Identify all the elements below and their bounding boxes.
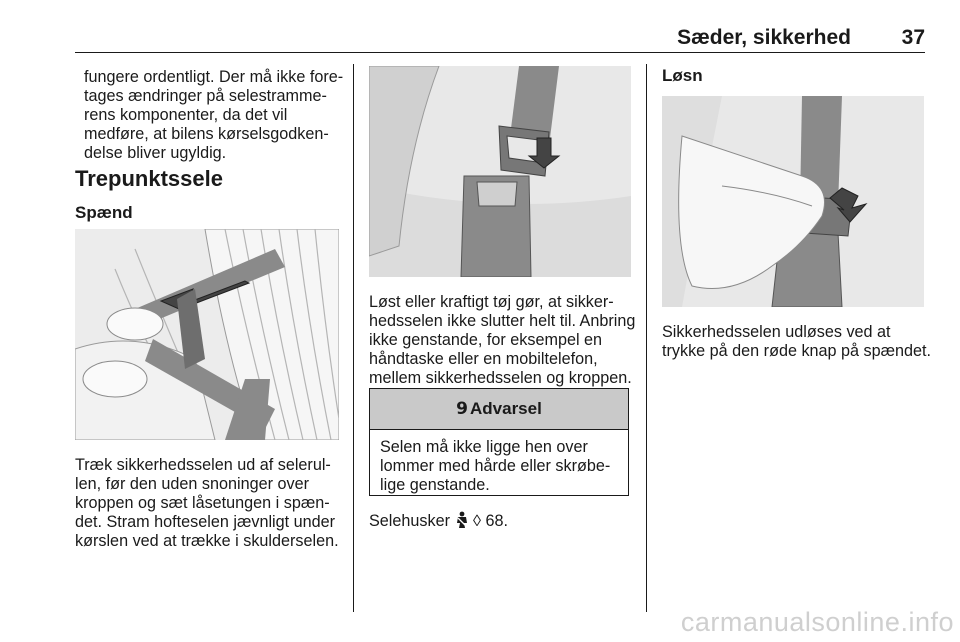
subheading-release: Løsn xyxy=(662,66,703,85)
reminder-label: Selehusker xyxy=(369,512,450,530)
warning-box xyxy=(369,388,629,496)
seatbelt-reminder-ref xyxy=(369,511,508,531)
column-divider xyxy=(646,64,647,612)
fasten-paragraph: Træk sikkerhedsselen ud af selerul- len, før den uden snoninger over kroppen og sæt låsetungen i spæn- det. Stram hofteselen jævnligt under kørslen ved at trække i skulderselen. xyxy=(75,456,339,550)
warning-title: Advarsel xyxy=(470,399,542,418)
warning-text: Selen må ikke ligge hen over lommer med hårde eller skrøbe- lige genstande. xyxy=(380,438,611,494)
loose-clothing-paragraph: Løst eller kraftigt tøj gør, at sikker- hedsselen ikke slutter helt til. Anbring ikke genstande, for eksempel en håndtaske eller en mobiltelefon, mellem sikkerhedsselen og kroppen. xyxy=(369,293,636,387)
illustration-fasten-belt xyxy=(75,229,339,440)
illustration-buckle xyxy=(369,66,631,277)
release-paragraph: Sikkerhedsselen udløses ved at trykke på den røde knap på spændet. xyxy=(662,323,932,360)
illustration-release-belt xyxy=(662,96,924,307)
intro-paragraph: fungere ordentligt. Der må ikke fore- tages ændringer på selestramme- rens komponenter, da det vil medføre, at bilens kørselsgodken- delse bliver ugyldig. xyxy=(84,68,344,162)
warning-icon: 9 xyxy=(456,399,468,419)
page-number: 37 xyxy=(901,26,925,49)
reference-arrow-icon: ◊ xyxy=(473,512,481,530)
column-divider xyxy=(353,64,354,612)
subheading-fasten: Spænd xyxy=(75,203,133,222)
section-title: Sæder, sikkerhed xyxy=(677,26,851,49)
seatbelt-person-icon xyxy=(455,511,469,529)
watermark: carmanualsonline.info xyxy=(680,607,954,637)
warning-header xyxy=(370,389,628,430)
section-heading: Trepunktssele xyxy=(75,166,223,191)
page-header xyxy=(75,24,925,53)
reference-page: 68. xyxy=(485,512,509,530)
